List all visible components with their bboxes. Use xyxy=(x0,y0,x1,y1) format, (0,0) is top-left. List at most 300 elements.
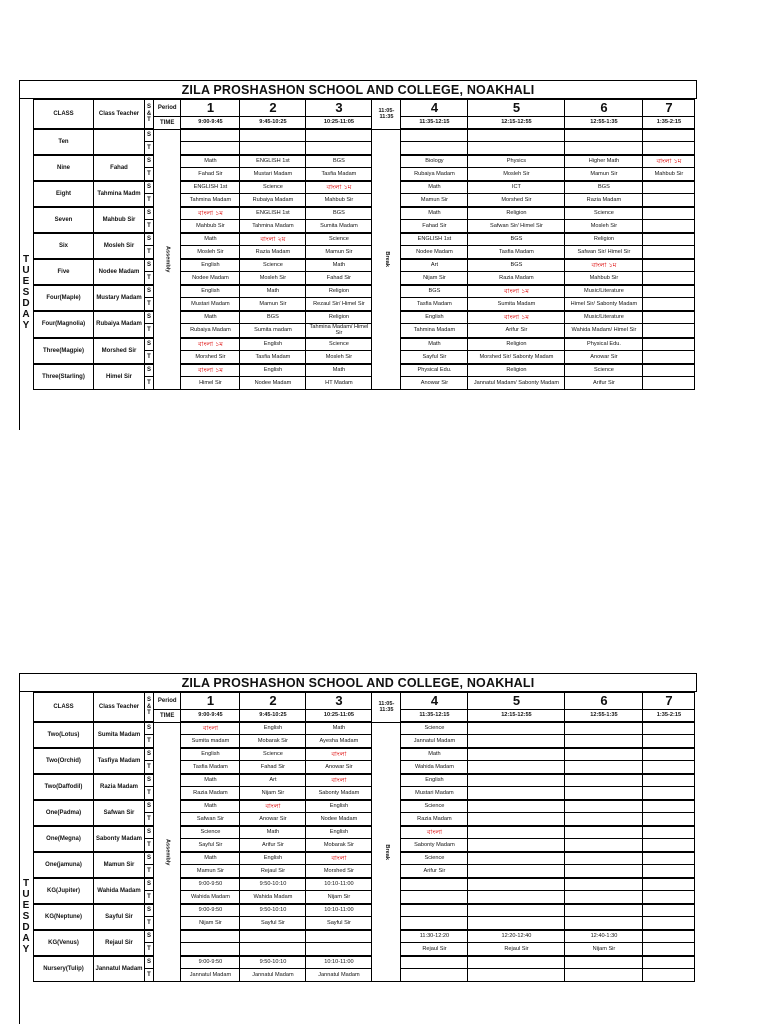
day-letter: T xyxy=(22,254,30,265)
subject-cell xyxy=(306,956,372,969)
teacher-cell-text: Tasfia Madam xyxy=(193,763,228,770)
subject-cell xyxy=(240,129,306,142)
teacher-cell xyxy=(468,350,565,364)
subject-cell xyxy=(468,774,565,787)
period-number: 3 xyxy=(306,693,372,710)
table-row xyxy=(34,364,695,377)
teacher-marker: T xyxy=(145,168,154,182)
teacher-cell xyxy=(401,246,468,260)
subject-cell-text: Math xyxy=(204,158,217,165)
subject-marker: S xyxy=(145,722,154,735)
subject-cell xyxy=(306,904,372,917)
subject-cell-text: Math xyxy=(266,829,280,836)
subject-cell xyxy=(401,852,468,865)
teacher-cell xyxy=(468,220,565,234)
teacher-cell xyxy=(306,813,372,827)
teacher-cell xyxy=(565,917,643,931)
subject-cell xyxy=(565,826,643,839)
subject-cell-text: English xyxy=(263,855,283,862)
subject-cell xyxy=(181,722,240,735)
teacher-cell xyxy=(401,787,468,801)
subject-cell xyxy=(306,338,372,351)
teacher-cell xyxy=(643,246,695,260)
subject-marker: S xyxy=(145,878,154,891)
class-name: One(Padma) xyxy=(34,800,94,826)
teacher-cell-text: Arifur Sir xyxy=(262,841,284,848)
teacher-cell xyxy=(181,787,240,801)
subject-cell xyxy=(240,852,306,865)
subject-cell xyxy=(240,800,306,813)
class-name: One(jamuna) xyxy=(34,852,94,878)
teacher-cell xyxy=(565,142,643,156)
teacher-cell-text: Wahida Madam xyxy=(190,893,230,900)
subject-cell xyxy=(468,207,565,220)
teacher-cell-text: Tasfia Madam xyxy=(417,300,452,307)
subject-cell-text: 12:40-1:30 xyxy=(590,933,618,940)
subject-cell-text: Biology xyxy=(425,158,444,165)
teacher-cell-text: Tahmina Madam/ Himel Sir xyxy=(309,324,369,337)
subject-cell xyxy=(401,129,468,142)
subject-marker: S xyxy=(145,800,154,813)
period-time: 9:45-10:25 xyxy=(240,710,306,723)
table-row xyxy=(34,311,695,324)
period-number: 3 xyxy=(306,100,372,117)
subject-cell xyxy=(181,155,240,168)
subject-cell-text: Religion xyxy=(506,341,527,348)
teacher-marker: T xyxy=(145,194,154,208)
class-teacher: Sumita Madam xyxy=(94,722,145,748)
period-number: 7 xyxy=(643,693,695,710)
teacher-cell xyxy=(181,220,240,234)
subject-cell-text: Math xyxy=(266,288,280,295)
subject-cell-text: BGS xyxy=(267,314,279,321)
school-title: ZILA PROSHASHON SCHOOL AND COLLEGE, NOAKHALI xyxy=(19,80,697,99)
teacher-cell xyxy=(401,168,468,182)
teacher-cell-text: Nijam Sir xyxy=(261,789,285,796)
subject-cell xyxy=(240,285,306,298)
teacher-cell xyxy=(643,891,695,905)
subject-cell-text: Religion xyxy=(328,288,350,295)
subject-cell xyxy=(565,364,643,377)
teacher-cell xyxy=(401,735,468,749)
teacher-cell-text: Ayesha Madam xyxy=(319,737,359,744)
subject-marker: S xyxy=(145,155,154,168)
teacher-cell xyxy=(468,298,565,312)
teacher-cell xyxy=(306,917,372,931)
teacher-cell xyxy=(643,220,695,234)
teacher-cell xyxy=(565,350,643,364)
subject-cell xyxy=(306,930,372,943)
teacher-cell-text: Razia Madam xyxy=(586,196,622,203)
subject-cell-text: Math xyxy=(204,777,217,784)
subject-cell xyxy=(565,930,643,943)
class-teacher: Rejaul Sir xyxy=(94,930,145,956)
teacher-cell-text: Tahmina Madam xyxy=(252,222,294,229)
teacher-cell-text: Sayful Sir xyxy=(422,353,447,360)
break-column xyxy=(372,129,401,389)
teacher-cell-text: Mamun Sir xyxy=(259,300,287,307)
subject-cell xyxy=(240,748,306,761)
subject-cell xyxy=(643,259,695,272)
table-row xyxy=(34,181,695,194)
period-number: 6 xyxy=(565,100,643,117)
header-class-teacher: Class Teacher xyxy=(94,100,145,130)
teacher-cell-text: Mosleh Sir xyxy=(259,274,287,281)
teacher-cell xyxy=(643,376,695,389)
teacher-cell-text: Safwan Sir xyxy=(196,815,224,822)
subject-cell-text: Physical Edu. xyxy=(586,341,621,348)
teacher-marker: T xyxy=(145,142,154,156)
teacher-marker: T xyxy=(145,376,154,389)
period-number: 2 xyxy=(240,693,306,710)
teacher-cell xyxy=(181,917,240,931)
subject-cell xyxy=(401,338,468,351)
subject-cell xyxy=(468,878,565,891)
day-letter: E xyxy=(22,900,30,911)
teacher-cell xyxy=(565,376,643,389)
teacher-cell-text: Tahmina Madam xyxy=(189,196,232,203)
teacher-cell xyxy=(306,839,372,853)
subject-cell-text: বাংলা ১ম xyxy=(503,286,529,295)
subject-cell xyxy=(643,956,695,969)
period-number: 5 xyxy=(468,100,565,117)
subject-cell xyxy=(306,878,372,891)
header-period: Period xyxy=(154,100,181,117)
teacher-cell-text: Safwan Sir/ Himel Sir xyxy=(490,222,543,229)
teacher-cell-text: Arifur Sir xyxy=(505,327,528,334)
subject-cell-text: বাংলা ১ম xyxy=(503,312,529,321)
header-time: TIME xyxy=(154,117,181,130)
teacher-marker: T xyxy=(145,917,154,931)
subject-cell-text: 9:00-9:50 xyxy=(198,881,223,888)
table-row xyxy=(34,155,695,168)
subject-cell-text: BGS xyxy=(428,288,441,295)
teacher-cell xyxy=(468,194,565,208)
teacher-cell xyxy=(306,220,372,234)
teacher-cell xyxy=(401,194,468,208)
subject-cell xyxy=(643,800,695,813)
teacher-cell-text: Wahida Madam xyxy=(414,763,454,770)
subject-cell xyxy=(401,800,468,813)
teacher-cell-text: Morshed Sir xyxy=(323,867,355,874)
subject-marker: S xyxy=(145,259,154,272)
subject-cell-text: English xyxy=(201,751,220,758)
teacher-cell xyxy=(240,839,306,853)
table-row xyxy=(34,774,695,787)
teacher-cell-text: Sabonty Madam xyxy=(318,789,360,796)
teacher-cell xyxy=(643,194,695,208)
teacher-cell-text: Fahad Sir xyxy=(422,222,447,229)
teacher-cell xyxy=(468,787,565,801)
teacher-cell-text: Sumita Madam xyxy=(497,300,536,307)
subject-cell-text: ENGLISH 1st xyxy=(193,184,228,191)
teacher-cell-text: Morshed Sir xyxy=(195,353,226,360)
subject-cell xyxy=(240,181,306,194)
teacher-marker: T xyxy=(145,735,154,749)
period-number: 1 xyxy=(181,693,240,710)
teacher-marker: T xyxy=(145,969,154,982)
subject-cell-text: Math xyxy=(204,803,217,810)
subject-cell xyxy=(306,207,372,220)
subject-cell xyxy=(240,904,306,917)
teacher-cell-text: Mustari Madam xyxy=(191,300,230,307)
teacher-cell xyxy=(643,298,695,312)
day-letter: S xyxy=(22,287,30,298)
subject-cell-text: 11:30-12:20 xyxy=(419,933,450,940)
subject-cell-text: Math xyxy=(204,236,217,243)
day-letter: E xyxy=(22,276,30,287)
teacher-cell-text: Sumita madam xyxy=(254,327,292,334)
subject-cell-text: বাংলা ১ম xyxy=(197,339,223,348)
class-teacher: Mosleh Sir xyxy=(94,233,145,259)
teacher-cell-text: Jannatul Madam xyxy=(189,971,232,978)
subject-cell xyxy=(643,722,695,735)
day-letter: A xyxy=(22,309,30,320)
teacher-cell-text: Mahbub Sir xyxy=(589,274,619,281)
subject-cell-text: 10:10-11:00 xyxy=(324,881,354,888)
subject-cell-text: বাংলা xyxy=(331,775,347,784)
subject-cell xyxy=(306,826,372,839)
subject-cell-text: English xyxy=(329,803,349,810)
teacher-cell xyxy=(468,943,565,957)
subject-cell xyxy=(306,748,372,761)
day-letter: U xyxy=(22,889,30,900)
teacher-cell-text: Mosleh Sir xyxy=(503,170,530,177)
subject-cell xyxy=(181,956,240,969)
teacher-cell-text: Tahmina Madam xyxy=(413,327,456,334)
teacher-cell xyxy=(401,813,468,827)
subject-cell-text: 9:50-10:10 xyxy=(259,959,287,966)
subject-cell xyxy=(468,722,565,735)
subject-cell xyxy=(565,311,643,324)
subject-cell xyxy=(643,774,695,787)
subject-cell-text: Math xyxy=(332,367,346,374)
subject-cell xyxy=(401,233,468,246)
teacher-cell-text: HT Madam xyxy=(325,379,353,386)
teacher-cell-text: Sayful Sir xyxy=(260,919,285,926)
table-row xyxy=(34,904,695,917)
class-teacher: Nodee Madam xyxy=(94,259,145,285)
subject-cell xyxy=(306,181,372,194)
subject-cell-text: Math xyxy=(428,184,441,191)
subject-cell xyxy=(468,259,565,272)
subject-cell xyxy=(240,722,306,735)
class-name: Six xyxy=(34,233,94,259)
teacher-cell-text: Mahbub Sir xyxy=(654,170,684,177)
teacher-cell xyxy=(565,194,643,208)
teacher-cell xyxy=(643,142,695,156)
teacher-cell xyxy=(468,865,565,879)
teacher-cell xyxy=(468,272,565,286)
teacher-cell xyxy=(643,168,695,182)
subject-cell xyxy=(240,878,306,891)
subject-cell xyxy=(181,207,240,220)
subject-cell-text: Science xyxy=(262,184,283,191)
table-row xyxy=(34,826,695,839)
subject-cell xyxy=(181,233,240,246)
subject-cell xyxy=(181,285,240,298)
class-teacher: Jannatul Madam xyxy=(94,956,145,982)
subject-cell xyxy=(401,826,468,839)
teacher-cell-text: Sabonty Madam xyxy=(414,841,455,848)
subject-cell-text: Art xyxy=(430,262,439,269)
subject-cell-text: English xyxy=(263,367,283,374)
subject-cell xyxy=(181,748,240,761)
teacher-cell xyxy=(181,891,240,905)
class-name: KG(Jupiter) xyxy=(34,878,94,904)
teacher-marker: T xyxy=(145,839,154,853)
subject-cell-text: ENGLISH 1st xyxy=(256,158,290,165)
teacher-cell xyxy=(181,142,240,156)
subject-cell xyxy=(565,285,643,298)
teacher-cell-text: Nodee Madam xyxy=(416,248,453,255)
subject-cell-text: BGS xyxy=(333,158,345,165)
subject-cell-text: Religion xyxy=(328,314,350,321)
subject-cell-text: BGS xyxy=(598,184,610,191)
subject-cell xyxy=(240,233,306,246)
teacher-cell xyxy=(181,168,240,182)
subject-cell xyxy=(181,878,240,891)
subject-cell-text: Religion xyxy=(593,236,615,243)
class-teacher: Sabonty Madam xyxy=(94,826,145,852)
subject-cell-text: Math xyxy=(428,751,441,758)
class-teacher: Mamun Sir xyxy=(94,852,145,878)
subject-marker: S xyxy=(145,748,154,761)
teacher-cell xyxy=(306,735,372,749)
teacher-marker: T xyxy=(145,220,154,234)
teacher-cell-text: Tasfia Madam xyxy=(321,170,357,177)
subject-cell-text: বাংলা xyxy=(265,801,281,810)
teacher-cell-text: Anowar Sir xyxy=(259,815,287,822)
teacher-cell xyxy=(468,246,565,260)
teacher-cell xyxy=(565,865,643,879)
subject-cell xyxy=(565,904,643,917)
subject-cell-text: বাংলা ১ম xyxy=(197,208,223,217)
header-class-teacher: Class Teacher xyxy=(94,693,145,723)
teacher-cell-text: Arifur Sir xyxy=(423,867,446,874)
header-subject-teacher: S & T xyxy=(145,100,154,130)
assembly-label: Assembly xyxy=(164,245,171,273)
teacher-cell xyxy=(565,943,643,957)
subject-cell xyxy=(306,311,372,324)
subject-marker: S xyxy=(145,774,154,787)
table-row xyxy=(34,722,695,735)
table-row xyxy=(34,129,695,142)
teacher-cell-text: Nijam Sir xyxy=(423,274,446,281)
day-letter: T xyxy=(22,878,30,889)
subject-cell-text: 9:00-9:50 xyxy=(198,959,223,966)
day-letter: U xyxy=(22,265,30,276)
teacher-cell-text: Nodee Madam xyxy=(192,274,229,281)
day-letter: Y xyxy=(22,944,30,955)
teacher-cell xyxy=(306,194,372,208)
teacher-cell xyxy=(240,787,306,801)
class-name: Two(Lotus) xyxy=(34,722,94,748)
teacher-cell xyxy=(240,865,306,879)
teacher-cell-text: Rejaul Sir xyxy=(260,867,286,874)
subject-cell xyxy=(401,774,468,787)
teacher-cell xyxy=(401,839,468,853)
day-letter: D xyxy=(22,298,30,309)
teacher-cell-text: Nijam Sir xyxy=(592,945,616,952)
teacher-cell xyxy=(643,813,695,827)
teacher-cell xyxy=(306,272,372,286)
subject-cell-text: বাংলা ১ম xyxy=(197,365,223,374)
subject-cell-text: Science xyxy=(593,367,614,374)
teacher-cell xyxy=(643,272,695,286)
teacher-cell xyxy=(306,969,372,982)
subject-cell xyxy=(306,233,372,246)
subject-cell xyxy=(643,748,695,761)
teacher-cell xyxy=(401,376,468,389)
teacher-cell xyxy=(181,735,240,749)
teacher-cell xyxy=(401,350,468,364)
period-time: 1:35-2:15 xyxy=(643,117,695,130)
subject-cell xyxy=(468,129,565,142)
subject-cell-text: Music/Literature xyxy=(584,314,624,321)
subject-cell-text: ENGLISH 1st xyxy=(417,236,452,243)
teacher-cell xyxy=(468,891,565,905)
teacher-cell xyxy=(181,376,240,389)
sheet-left-border xyxy=(19,692,20,1024)
teacher-cell xyxy=(181,865,240,879)
timetable xyxy=(33,692,695,982)
teacher-cell xyxy=(181,298,240,312)
teacher-cell-text: Anowar Sir xyxy=(420,379,449,386)
teacher-cell-text: Mamun Sir xyxy=(420,196,448,203)
table-row xyxy=(34,852,695,865)
teacher-cell xyxy=(401,142,468,156)
subject-cell-text: 10:10-11:00 xyxy=(324,959,354,966)
teacher-cell-text: Nijam Sir xyxy=(327,893,351,900)
subject-cell xyxy=(240,259,306,272)
subject-cell-text: Physics xyxy=(506,158,527,165)
teacher-cell xyxy=(306,943,372,957)
teacher-cell xyxy=(565,761,643,775)
subject-cell xyxy=(643,878,695,891)
teacher-cell xyxy=(306,376,372,389)
subject-cell-text: Math xyxy=(428,341,441,348)
subject-cell xyxy=(181,826,240,839)
teacher-cell xyxy=(240,813,306,827)
teacher-cell-text: Razia Madam xyxy=(255,248,291,255)
teacher-cell xyxy=(401,298,468,312)
table-row xyxy=(34,956,695,969)
teacher-cell xyxy=(306,142,372,156)
teacher-cell xyxy=(181,350,240,364)
period-time: 11:35-12:15 xyxy=(401,117,468,130)
timetable xyxy=(33,99,695,390)
subject-cell-text: বাংলা ১ম xyxy=(326,182,352,191)
assembly-column xyxy=(154,722,181,982)
teacher-cell xyxy=(240,943,306,957)
teacher-cell xyxy=(468,761,565,775)
subject-cell-text: Science xyxy=(593,210,614,217)
table-row xyxy=(34,878,695,891)
subject-cell-text: BGS xyxy=(333,210,345,217)
subject-cell xyxy=(468,800,565,813)
period-time: 10:25-11:05 xyxy=(306,710,372,723)
subject-marker: S xyxy=(145,930,154,943)
teacher-cell xyxy=(401,272,468,286)
subject-cell-text: English xyxy=(263,725,283,732)
subject-cell-text: Science xyxy=(424,855,445,862)
teacher-cell-text: Fahad Sir xyxy=(260,763,286,770)
class-teacher: Tasfiya Madam xyxy=(94,748,145,774)
subject-cell-text: English xyxy=(329,829,349,836)
teacher-cell xyxy=(565,787,643,801)
period-number: 7 xyxy=(643,100,695,117)
